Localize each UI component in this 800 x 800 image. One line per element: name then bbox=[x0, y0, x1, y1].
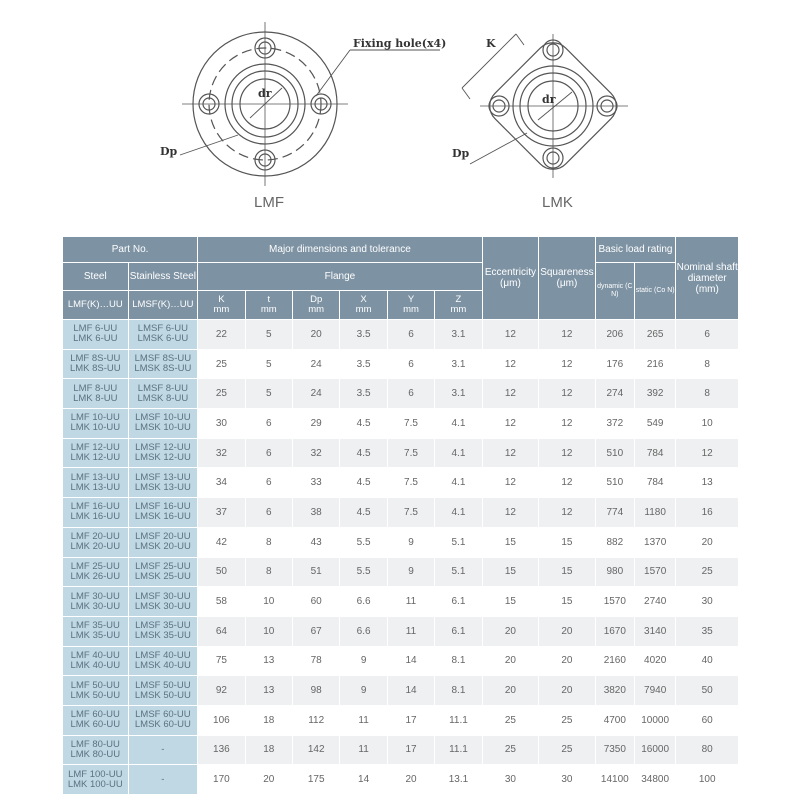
header-steel: Steel bbox=[63, 263, 129, 291]
cell-stainless: LMSF 13-UU LMSK 13-UU bbox=[128, 468, 198, 498]
cell-stat: 265 bbox=[634, 320, 675, 350]
cell-stat: 2740 bbox=[634, 587, 675, 617]
cell-y: 11 bbox=[387, 587, 434, 617]
cell-dyn: 2160 bbox=[595, 646, 634, 676]
cell-y: 20 bbox=[387, 765, 434, 795]
cell-t: 5 bbox=[245, 379, 292, 409]
cell-z: 4.1 bbox=[435, 409, 482, 439]
table-row bbox=[63, 438, 739, 468]
cell-z: 11.1 bbox=[435, 705, 482, 735]
cell-sq: 20 bbox=[539, 646, 595, 676]
cell-nom: 35 bbox=[676, 616, 739, 646]
table-row bbox=[63, 320, 739, 350]
cell-x: 11 bbox=[340, 735, 387, 765]
table-row bbox=[63, 587, 739, 617]
cell-steel: LMF 8S-UU LMK 8S-UU bbox=[63, 349, 129, 379]
cell-stat: 3140 bbox=[634, 616, 675, 646]
cell-dp: 43 bbox=[292, 527, 339, 557]
cell-stainless: LMSF 50-UU LMSK 50-UU bbox=[128, 676, 198, 706]
cell-stainless: - bbox=[128, 765, 198, 795]
cell-nom: 30 bbox=[676, 587, 739, 617]
cell-nom: 100 bbox=[676, 765, 739, 795]
cell-y: 9 bbox=[387, 527, 434, 557]
cell-stat: 16000 bbox=[634, 735, 675, 765]
table-body bbox=[63, 320, 739, 795]
cell-ecc: 20 bbox=[482, 616, 538, 646]
cell-stat: 392 bbox=[634, 379, 675, 409]
cell-ecc: 12 bbox=[482, 468, 538, 498]
technical-drawings bbox=[0, 0, 800, 230]
cell-y: 9 bbox=[387, 557, 434, 587]
cell-dp: 78 bbox=[292, 646, 339, 676]
lmk-k-label: K bbox=[486, 37, 496, 50]
cell-k: 42 bbox=[198, 527, 245, 557]
cell-dyn: 774 bbox=[595, 498, 634, 528]
cell-stat: 1370 bbox=[634, 527, 675, 557]
cell-ecc: 25 bbox=[482, 735, 538, 765]
cell-x: 11 bbox=[340, 705, 387, 735]
table-row bbox=[63, 735, 739, 765]
cell-dyn: 882 bbox=[595, 527, 634, 557]
table-row bbox=[63, 616, 739, 646]
cell-dp: 51 bbox=[292, 557, 339, 587]
cell-steel: LMF 30-UU LMK 30-UU bbox=[63, 587, 129, 617]
cell-dp: 112 bbox=[292, 705, 339, 735]
cell-t: 20 bbox=[245, 765, 292, 795]
cell-z: 6.1 bbox=[435, 587, 482, 617]
cell-ecc: 25 bbox=[482, 705, 538, 735]
cell-nom: 16 bbox=[676, 498, 739, 528]
cell-k: 136 bbox=[198, 735, 245, 765]
cell-stainless: LMSF 25-UU LMSK 25-UU bbox=[128, 557, 198, 587]
cell-sq: 12 bbox=[539, 468, 595, 498]
cell-nom: 25 bbox=[676, 557, 739, 587]
cell-nom: 12 bbox=[676, 438, 739, 468]
cell-ecc: 12 bbox=[482, 438, 538, 468]
cell-sq: 20 bbox=[539, 676, 595, 706]
cell-ecc: 20 bbox=[482, 676, 538, 706]
cell-dyn: 3820 bbox=[595, 676, 634, 706]
cell-nom: 60 bbox=[676, 705, 739, 735]
cell-stat: 549 bbox=[634, 409, 675, 439]
cell-t: 5 bbox=[245, 349, 292, 379]
cell-steel: LMF 40-UU LMK 40-UU bbox=[63, 646, 129, 676]
header-col-y: Y mm bbox=[387, 291, 434, 320]
cell-steel: LMF 12-UU LMK 12-UU bbox=[63, 438, 129, 468]
header-nominal-shaft-diameter: Nominal shaft diameter (mm) bbox=[676, 237, 739, 320]
cell-y: 14 bbox=[387, 676, 434, 706]
cell-dp: 33 bbox=[292, 468, 339, 498]
header-lmf-code: LMF(K)…UU bbox=[63, 291, 129, 320]
header-col-dp: Dp mm bbox=[292, 291, 339, 320]
cell-t: 6 bbox=[245, 438, 292, 468]
cell-ecc: 15 bbox=[482, 587, 538, 617]
header-major-dimensions: Major dimensions and tolerance bbox=[198, 237, 483, 263]
cell-z: 3.1 bbox=[435, 349, 482, 379]
cell-stat: 784 bbox=[634, 438, 675, 468]
cell-t: 8 bbox=[245, 557, 292, 587]
cell-sq: 12 bbox=[539, 320, 595, 350]
cell-x: 14 bbox=[340, 765, 387, 795]
cell-stainless: LMSF 12-UU LMSK 12-UU bbox=[128, 438, 198, 468]
cell-k: 50 bbox=[198, 557, 245, 587]
cell-stat: 216 bbox=[634, 349, 675, 379]
cell-x: 4.5 bbox=[340, 468, 387, 498]
cell-ecc: 20 bbox=[482, 646, 538, 676]
cell-steel: LMF 60-UU LMK 60-UU bbox=[63, 705, 129, 735]
cell-dyn: 274 bbox=[595, 379, 634, 409]
cell-x: 4.5 bbox=[340, 498, 387, 528]
cell-z: 4.1 bbox=[435, 498, 482, 528]
cell-k: 106 bbox=[198, 705, 245, 735]
cell-stainless: - bbox=[128, 735, 198, 765]
cell-z: 5.1 bbox=[435, 527, 482, 557]
cell-dyn: 1570 bbox=[595, 587, 634, 617]
cell-sq: 30 bbox=[539, 765, 595, 795]
cell-dp: 98 bbox=[292, 676, 339, 706]
cell-ecc: 12 bbox=[482, 379, 538, 409]
table-row bbox=[63, 557, 739, 587]
cell-ecc: 12 bbox=[482, 409, 538, 439]
cell-t: 5 bbox=[245, 320, 292, 350]
table-row bbox=[63, 765, 739, 795]
cell-y: 7.5 bbox=[387, 498, 434, 528]
cell-x: 6.6 bbox=[340, 616, 387, 646]
cell-steel: LMF 20-UU LMK 20-UU bbox=[63, 527, 129, 557]
cell-z: 8.1 bbox=[435, 646, 482, 676]
cell-sq: 15 bbox=[539, 587, 595, 617]
cell-dp: 60 bbox=[292, 587, 339, 617]
lmk-dr-label: dr bbox=[542, 93, 556, 106]
cell-dyn: 510 bbox=[595, 468, 634, 498]
cell-y: 6 bbox=[387, 379, 434, 409]
cell-stainless: LMSF 40-UU LMSK 40-UU bbox=[128, 646, 198, 676]
cell-t: 13 bbox=[245, 676, 292, 706]
header-col-t: t mm bbox=[245, 291, 292, 320]
cell-steel: LMF 6-UU LMK 6-UU bbox=[63, 320, 129, 350]
cell-ecc: 15 bbox=[482, 527, 538, 557]
cell-dp: 32 bbox=[292, 438, 339, 468]
cell-y: 7.5 bbox=[387, 438, 434, 468]
cell-dp: 29 bbox=[292, 409, 339, 439]
cell-z: 8.1 bbox=[435, 676, 482, 706]
cell-dp: 24 bbox=[292, 349, 339, 379]
cell-nom: 8 bbox=[676, 379, 739, 409]
cell-nom: 50 bbox=[676, 676, 739, 706]
cell-steel: LMF 50-UU LMK 50-UU bbox=[63, 676, 129, 706]
cell-stainless: LMSF 6-UU LMSK 6-UU bbox=[128, 320, 198, 350]
cell-dyn: 372 bbox=[595, 409, 634, 439]
cell-nom: 8 bbox=[676, 349, 739, 379]
header-col-x: X mm bbox=[340, 291, 387, 320]
header-static: static (Co N) bbox=[634, 263, 675, 320]
cell-t: 8 bbox=[245, 527, 292, 557]
cell-ecc: 12 bbox=[482, 320, 538, 350]
cell-z: 3.1 bbox=[435, 320, 482, 350]
header-flange: Flange bbox=[198, 263, 483, 291]
header-col-z: Z mm bbox=[435, 291, 482, 320]
cell-y: 6 bbox=[387, 320, 434, 350]
lmf-dp-label: Dp bbox=[160, 145, 178, 158]
cell-ecc: 12 bbox=[482, 349, 538, 379]
cell-t: 18 bbox=[245, 735, 292, 765]
cell-k: 34 bbox=[198, 468, 245, 498]
table-row bbox=[63, 676, 739, 706]
fixing-hole-label: Fixing hole(x4) bbox=[353, 37, 447, 50]
cell-t: 10 bbox=[245, 587, 292, 617]
header-stainless-steel: Stainless Steel bbox=[128, 263, 198, 291]
lmk-dp-label: Dp bbox=[452, 147, 470, 160]
lmf-label: LMF bbox=[254, 194, 284, 211]
cell-sq: 20 bbox=[539, 616, 595, 646]
cell-steel: LMF 10-UU LMK 10-UU bbox=[63, 409, 129, 439]
cell-dyn: 176 bbox=[595, 349, 634, 379]
cell-k: 25 bbox=[198, 379, 245, 409]
cell-k: 25 bbox=[198, 349, 245, 379]
cell-dp: 24 bbox=[292, 379, 339, 409]
cell-z: 4.1 bbox=[435, 468, 482, 498]
cell-dp: 38 bbox=[292, 498, 339, 528]
lmf-dr-label: dr bbox=[258, 87, 272, 100]
header-part-no: Part No. bbox=[63, 237, 198, 263]
cell-steel: LMF 25-UU LMK 26-UU bbox=[63, 557, 129, 587]
cell-sq: 12 bbox=[539, 349, 595, 379]
table-row bbox=[63, 379, 739, 409]
cell-dyn: 980 bbox=[595, 557, 634, 587]
cell-dyn: 7350 bbox=[595, 735, 634, 765]
cell-sq: 12 bbox=[539, 438, 595, 468]
cell-x: 9 bbox=[340, 676, 387, 706]
header-eccentricity: Eccentricity (μm) bbox=[482, 237, 538, 320]
cell-k: 32 bbox=[198, 438, 245, 468]
cell-sq: 15 bbox=[539, 527, 595, 557]
cell-stainless: LMSF 8S-UU LMSK 8S-UU bbox=[128, 349, 198, 379]
cell-stainless: LMSF 30-UU LMSK 30-UU bbox=[128, 587, 198, 617]
cell-x: 5.5 bbox=[340, 557, 387, 587]
cell-x: 3.5 bbox=[340, 320, 387, 350]
cell-k: 22 bbox=[198, 320, 245, 350]
cell-steel: LMF 13-UU LMK 13-UU bbox=[63, 468, 129, 498]
table-row bbox=[63, 705, 739, 735]
cell-dyn: 206 bbox=[595, 320, 634, 350]
cell-sq: 12 bbox=[539, 379, 595, 409]
cell-t: 10 bbox=[245, 616, 292, 646]
cell-z: 11.1 bbox=[435, 735, 482, 765]
cell-k: 64 bbox=[198, 616, 245, 646]
cell-x: 3.5 bbox=[340, 379, 387, 409]
cell-dp: 175 bbox=[292, 765, 339, 795]
cell-dyn: 1670 bbox=[595, 616, 634, 646]
cell-nom: 13 bbox=[676, 468, 739, 498]
cell-sq: 12 bbox=[539, 409, 595, 439]
cell-y: 17 bbox=[387, 735, 434, 765]
cell-x: 6.6 bbox=[340, 587, 387, 617]
header-col-k: K mm bbox=[198, 291, 245, 320]
specification-table bbox=[62, 236, 739, 795]
cell-nom: 6 bbox=[676, 320, 739, 350]
cell-sq: 25 bbox=[539, 735, 595, 765]
cell-x: 3.5 bbox=[340, 349, 387, 379]
cell-t: 18 bbox=[245, 705, 292, 735]
cell-stainless: LMSF 20-UU LMSK 20-UU bbox=[128, 527, 198, 557]
table-row bbox=[63, 468, 739, 498]
cell-y: 6 bbox=[387, 349, 434, 379]
cell-dyn: 4700 bbox=[595, 705, 634, 735]
cell-ecc: 12 bbox=[482, 498, 538, 528]
table-row bbox=[63, 498, 739, 528]
cell-x: 9 bbox=[340, 646, 387, 676]
cell-stainless: LMSF 60-UU LMSK 60-UU bbox=[128, 705, 198, 735]
cell-sq: 15 bbox=[539, 557, 595, 587]
cell-k: 58 bbox=[198, 587, 245, 617]
header-squareness: Squareness (μm) bbox=[539, 237, 595, 320]
cell-z: 3.1 bbox=[435, 379, 482, 409]
table-row bbox=[63, 527, 739, 557]
cell-x: 4.5 bbox=[340, 409, 387, 439]
cell-x: 5.5 bbox=[340, 527, 387, 557]
cell-stat: 34800 bbox=[634, 765, 675, 795]
cell-dp: 67 bbox=[292, 616, 339, 646]
cell-steel: LMF 35-UU LMK 35-UU bbox=[63, 616, 129, 646]
cell-z: 5.1 bbox=[435, 557, 482, 587]
cell-y: 7.5 bbox=[387, 409, 434, 439]
header-lmsf-code: LMSF(K)…UU bbox=[128, 291, 198, 320]
cell-steel: LMF 100-UU LMK 100-UU bbox=[63, 765, 129, 795]
cell-stainless: LMSF 10-UU LMSK 10-UU bbox=[128, 409, 198, 439]
cell-t: 6 bbox=[245, 409, 292, 439]
cell-stat: 1180 bbox=[634, 498, 675, 528]
table-row bbox=[63, 349, 739, 379]
cell-k: 37 bbox=[198, 498, 245, 528]
header-dynamic: dynamic (C N) bbox=[595, 263, 634, 320]
header-basic-load-rating: Basic load rating bbox=[595, 237, 676, 263]
cell-stat: 784 bbox=[634, 468, 675, 498]
cell-nom: 40 bbox=[676, 646, 739, 676]
cell-t: 6 bbox=[245, 498, 292, 528]
cell-dyn: 14100 bbox=[595, 765, 634, 795]
cell-sq: 25 bbox=[539, 705, 595, 735]
cell-stainless: LMSF 35-UU LMSK 35-UU bbox=[128, 616, 198, 646]
cell-y: 17 bbox=[387, 705, 434, 735]
cell-sq: 12 bbox=[539, 498, 595, 528]
cell-steel: LMF 80-UU LMK 80-UU bbox=[63, 735, 129, 765]
cell-nom: 20 bbox=[676, 527, 739, 557]
cell-stat: 10000 bbox=[634, 705, 675, 735]
cell-z: 4.1 bbox=[435, 438, 482, 468]
cell-nom: 10 bbox=[676, 409, 739, 439]
cell-x: 4.5 bbox=[340, 438, 387, 468]
cell-t: 13 bbox=[245, 646, 292, 676]
cell-y: 14 bbox=[387, 646, 434, 676]
cell-stainless: LMSF 16-UU LMSK 16-UU bbox=[128, 498, 198, 528]
cell-dp: 142 bbox=[292, 735, 339, 765]
lmk-label: LMK bbox=[542, 194, 573, 211]
cell-stat: 1570 bbox=[634, 557, 675, 587]
cell-t: 6 bbox=[245, 468, 292, 498]
cell-ecc: 15 bbox=[482, 557, 538, 587]
cell-nom: 80 bbox=[676, 735, 739, 765]
cell-z: 13.1 bbox=[435, 765, 482, 795]
lmk-drawing bbox=[462, 34, 628, 178]
cell-k: 92 bbox=[198, 676, 245, 706]
cell-ecc: 30 bbox=[482, 765, 538, 795]
table-row bbox=[63, 646, 739, 676]
cell-y: 7.5 bbox=[387, 468, 434, 498]
cell-stainless: LMSF 8-UU LMSK 8-UU bbox=[128, 379, 198, 409]
cell-z: 6.1 bbox=[435, 616, 482, 646]
cell-stat: 7940 bbox=[634, 676, 675, 706]
cell-dyn: 510 bbox=[595, 438, 634, 468]
cell-steel: LMF 8-UU LMK 8-UU bbox=[63, 379, 129, 409]
cell-steel: LMF 16-UU LMK 16-UU bbox=[63, 498, 129, 528]
cell-stat: 4020 bbox=[634, 646, 675, 676]
cell-dp: 20 bbox=[292, 320, 339, 350]
cell-k: 30 bbox=[198, 409, 245, 439]
cell-y: 11 bbox=[387, 616, 434, 646]
cell-k: 170 bbox=[198, 765, 245, 795]
cell-k: 75 bbox=[198, 646, 245, 676]
table-row bbox=[63, 409, 739, 439]
